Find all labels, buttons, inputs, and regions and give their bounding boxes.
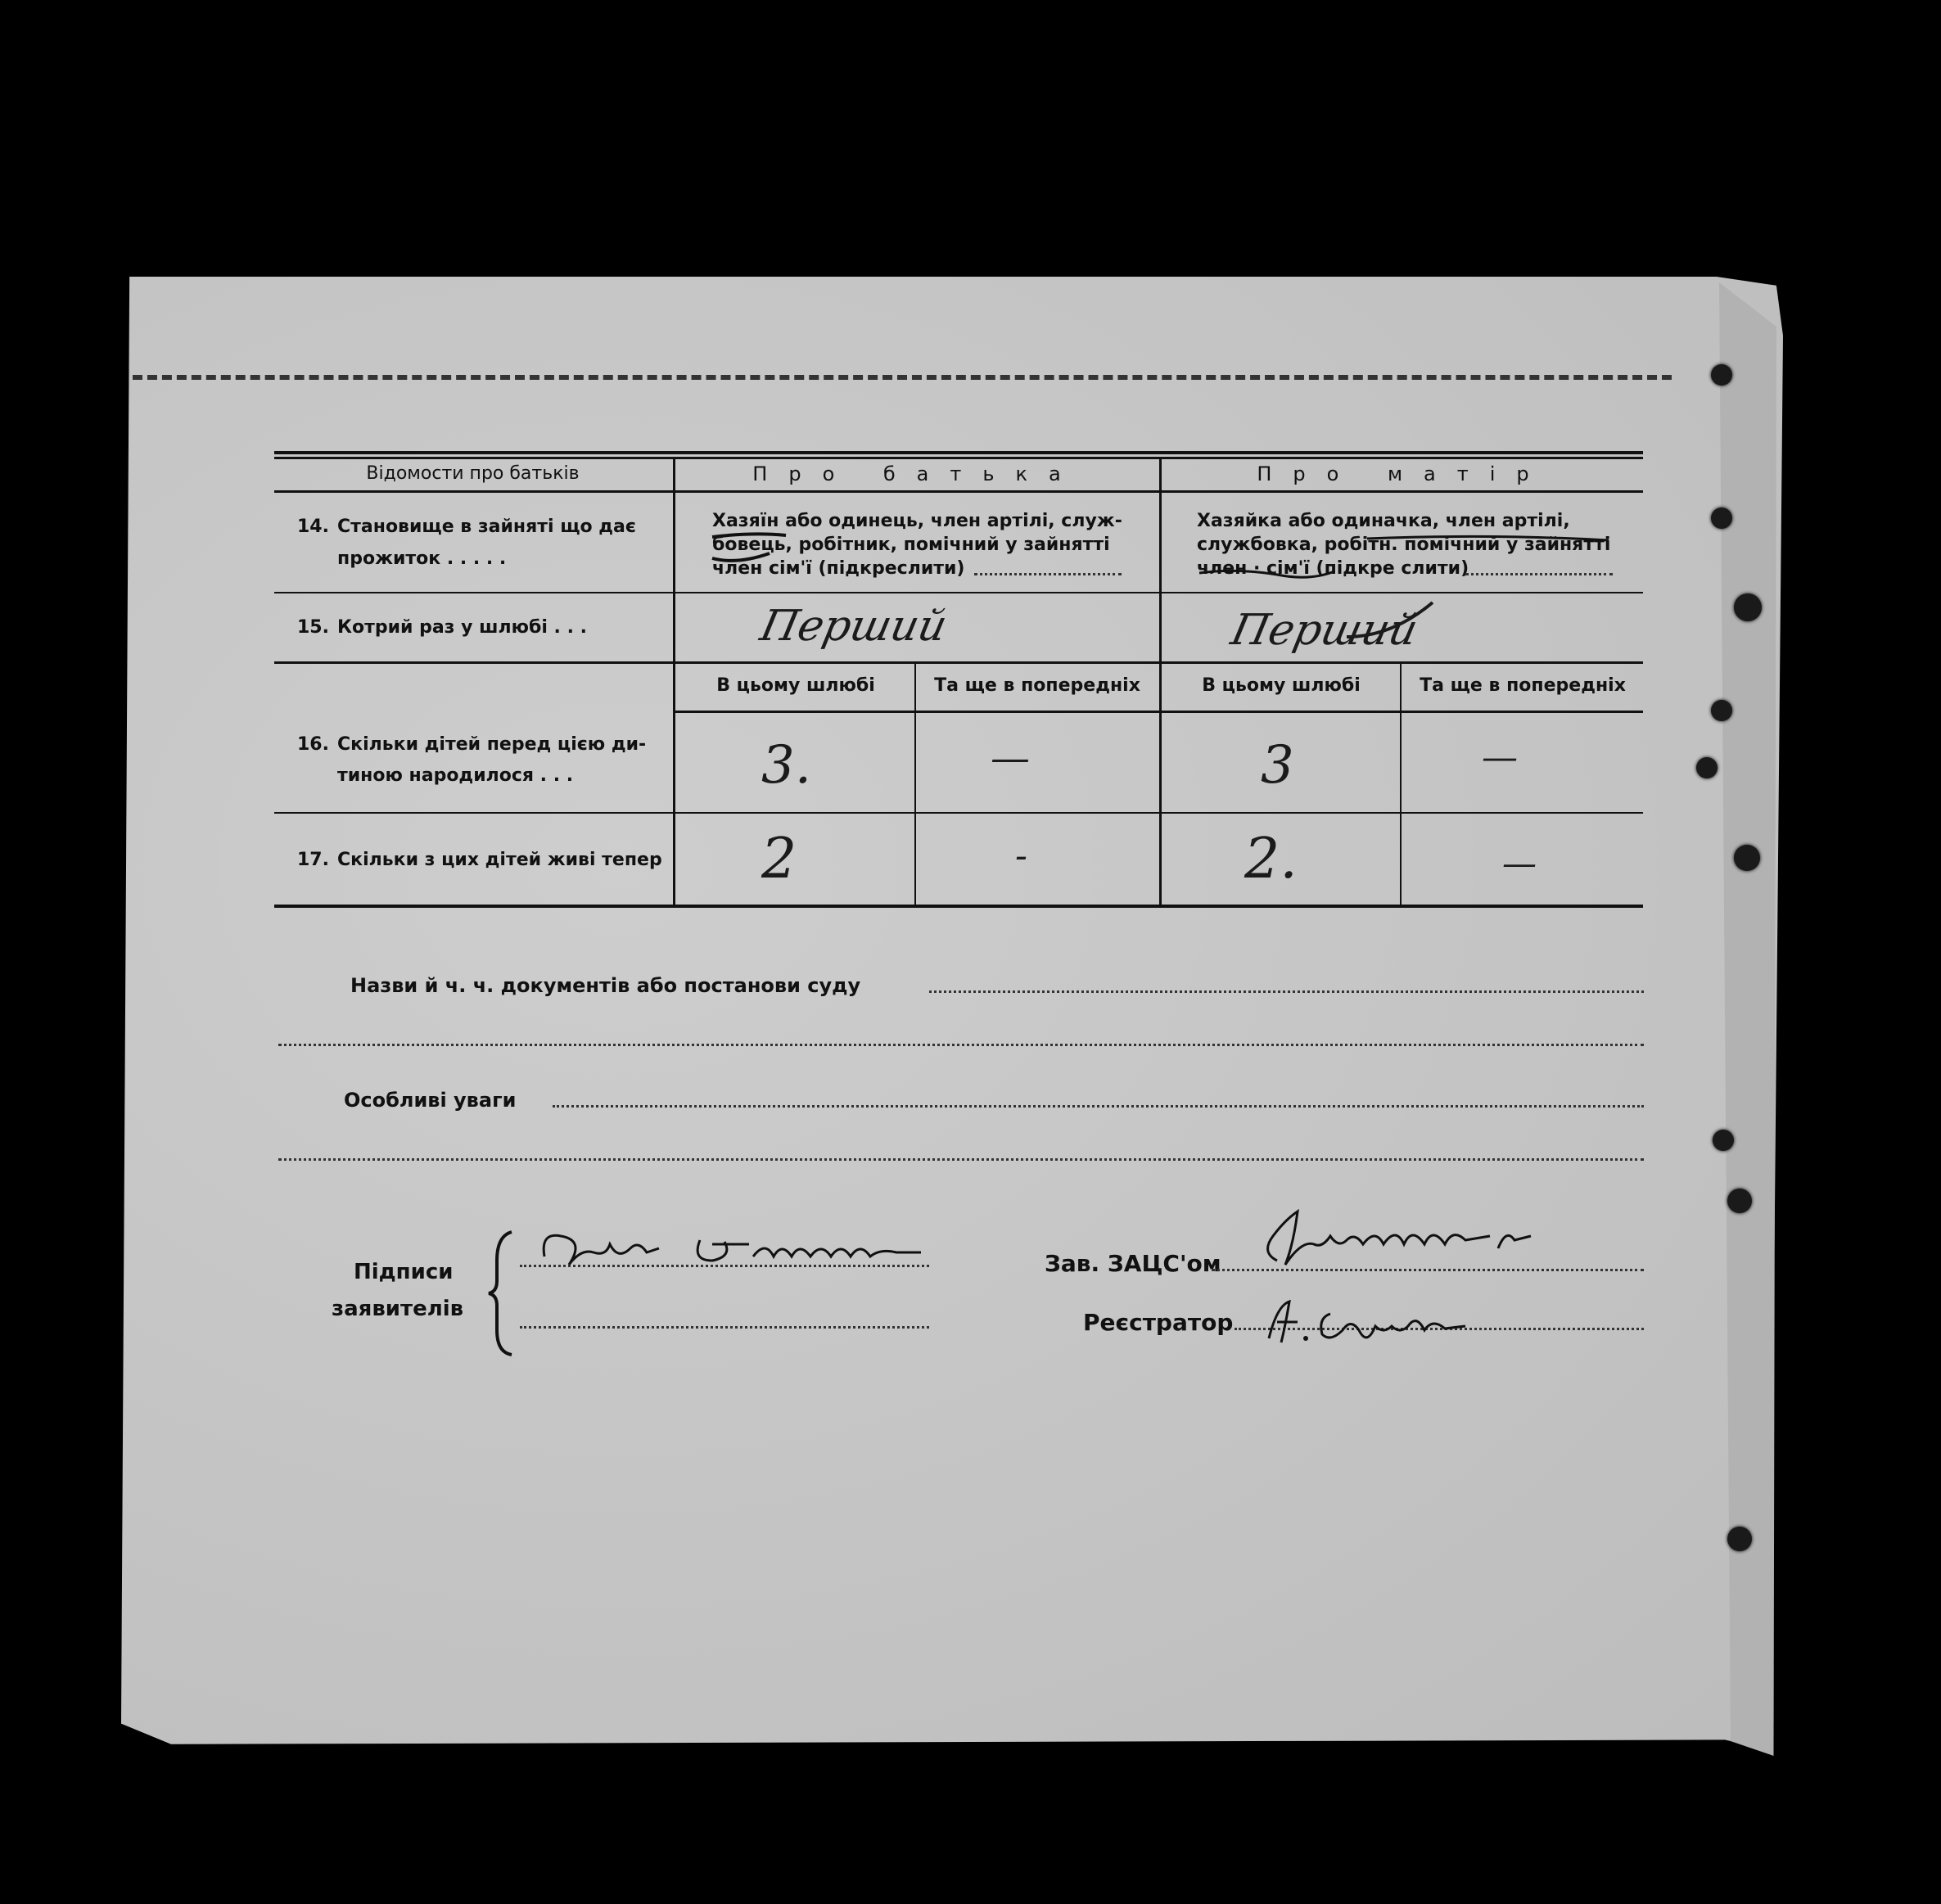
header-about-mother: Про матір xyxy=(1257,462,1551,485)
row17-mother-prev: — xyxy=(1502,843,1537,883)
punch-hole xyxy=(1727,1189,1752,1213)
handwriting-stroke xyxy=(1343,596,1441,645)
row16-father-this: 3. xyxy=(761,735,812,796)
row14-label-line1: Становище в зайняті що дає xyxy=(337,517,636,537)
registrar-label: Реєстратор xyxy=(1083,1309,1234,1336)
row17-father-prev: - xyxy=(1015,835,1027,877)
registry-head-label: Зав. ЗАЦС'ом xyxy=(1045,1250,1221,1277)
subheader-father-previous: Та ще в попередніх xyxy=(934,675,1140,696)
header-parents-info: Відомости про батьків xyxy=(366,463,580,484)
row-number: 17. xyxy=(297,850,329,870)
row17-father-this: 2 xyxy=(761,827,797,891)
subheader-mother-this-marriage: В цьому шлюбі xyxy=(1202,675,1361,696)
brace xyxy=(487,1228,520,1359)
row17-label: Скільки з цих дітей живі тепер xyxy=(337,850,662,870)
row15-father-value: Перший xyxy=(756,602,952,651)
punch-hole xyxy=(1727,1527,1752,1551)
row16-label-line1: Скільки дітей перед цією ди- xyxy=(337,734,647,755)
documents-label: Назви й ч. ч. документів або постанови суду xyxy=(350,974,861,997)
documents-fill-line xyxy=(929,990,1644,993)
rule xyxy=(274,661,1643,664)
applicant-signature xyxy=(536,1224,929,1289)
documents-fill-line xyxy=(278,1044,1644,1046)
row14-father-line3: член сім'ї (підкреслити) xyxy=(712,558,965,579)
subheader-father-this-marriage: В цьому шлюбі xyxy=(716,675,875,696)
row14-father-line2: бовець, робітник, помічний у зайнятті xyxy=(712,535,1110,555)
row15-mother-value: Перший xyxy=(1226,606,1423,655)
row16-father-prev: — xyxy=(991,735,1030,781)
row17-mother-this: 2. xyxy=(1244,827,1298,891)
rule xyxy=(274,905,1643,908)
remarks-fill-line xyxy=(278,1158,1644,1161)
punch-hole xyxy=(1713,1130,1734,1151)
signature-line xyxy=(520,1326,929,1329)
row14-father-line1: Хазяїн або одинець, член артілі, служ- xyxy=(712,511,1122,531)
row14-mother-line2: службовка, робітн. помічний у зайнятті xyxy=(1197,535,1611,555)
punch-hole xyxy=(1711,700,1732,721)
rule xyxy=(1400,663,1402,905)
row14-label-line2: прожиток . . . . . xyxy=(337,548,507,569)
row14-mother-line3: член · сім'ї (підкре слити) xyxy=(1197,558,1469,579)
punch-hole xyxy=(1696,757,1718,778)
perforation-line xyxy=(133,375,1672,380)
punch-hole xyxy=(1734,593,1762,621)
rule xyxy=(274,592,1643,593)
rule xyxy=(673,458,675,905)
punch-hole xyxy=(1711,364,1732,386)
underline-marks xyxy=(704,508,1613,581)
rule xyxy=(914,663,916,905)
remarks-fill-line xyxy=(553,1105,1644,1108)
rule xyxy=(673,711,1643,713)
row16-mother-prev: — xyxy=(1482,737,1518,778)
applicants-signatures-label: Підписи xyxy=(354,1260,454,1284)
row14-mother-line1: Хазяйка або одиначка, член артілі, xyxy=(1197,511,1570,531)
applicants-signatures-label: заявителів xyxy=(332,1297,464,1321)
row16-mother-this: 3 xyxy=(1261,735,1294,796)
remarks-label: Особливі уваги xyxy=(344,1089,517,1112)
rule xyxy=(274,812,1643,814)
registry-head-signature xyxy=(1253,1203,1547,1285)
header-about-father: Про батька xyxy=(752,462,1082,485)
rule xyxy=(274,490,1643,493)
row-number: 16. xyxy=(297,734,329,755)
subheader-mother-previous: Та ще в попередніх xyxy=(1420,675,1626,696)
rule xyxy=(274,451,1643,454)
punch-hole xyxy=(1711,508,1732,529)
row16-label-line2: тиною народилося . . . xyxy=(337,765,574,786)
registrar-signature xyxy=(1253,1289,1482,1363)
form-sheet xyxy=(121,277,1783,1750)
row-number: 15. xyxy=(297,617,329,638)
punch-hole xyxy=(1734,845,1760,871)
row-number: 14. xyxy=(297,517,329,537)
row15-label: Котрий раз у шлюбі . . . xyxy=(337,617,587,638)
